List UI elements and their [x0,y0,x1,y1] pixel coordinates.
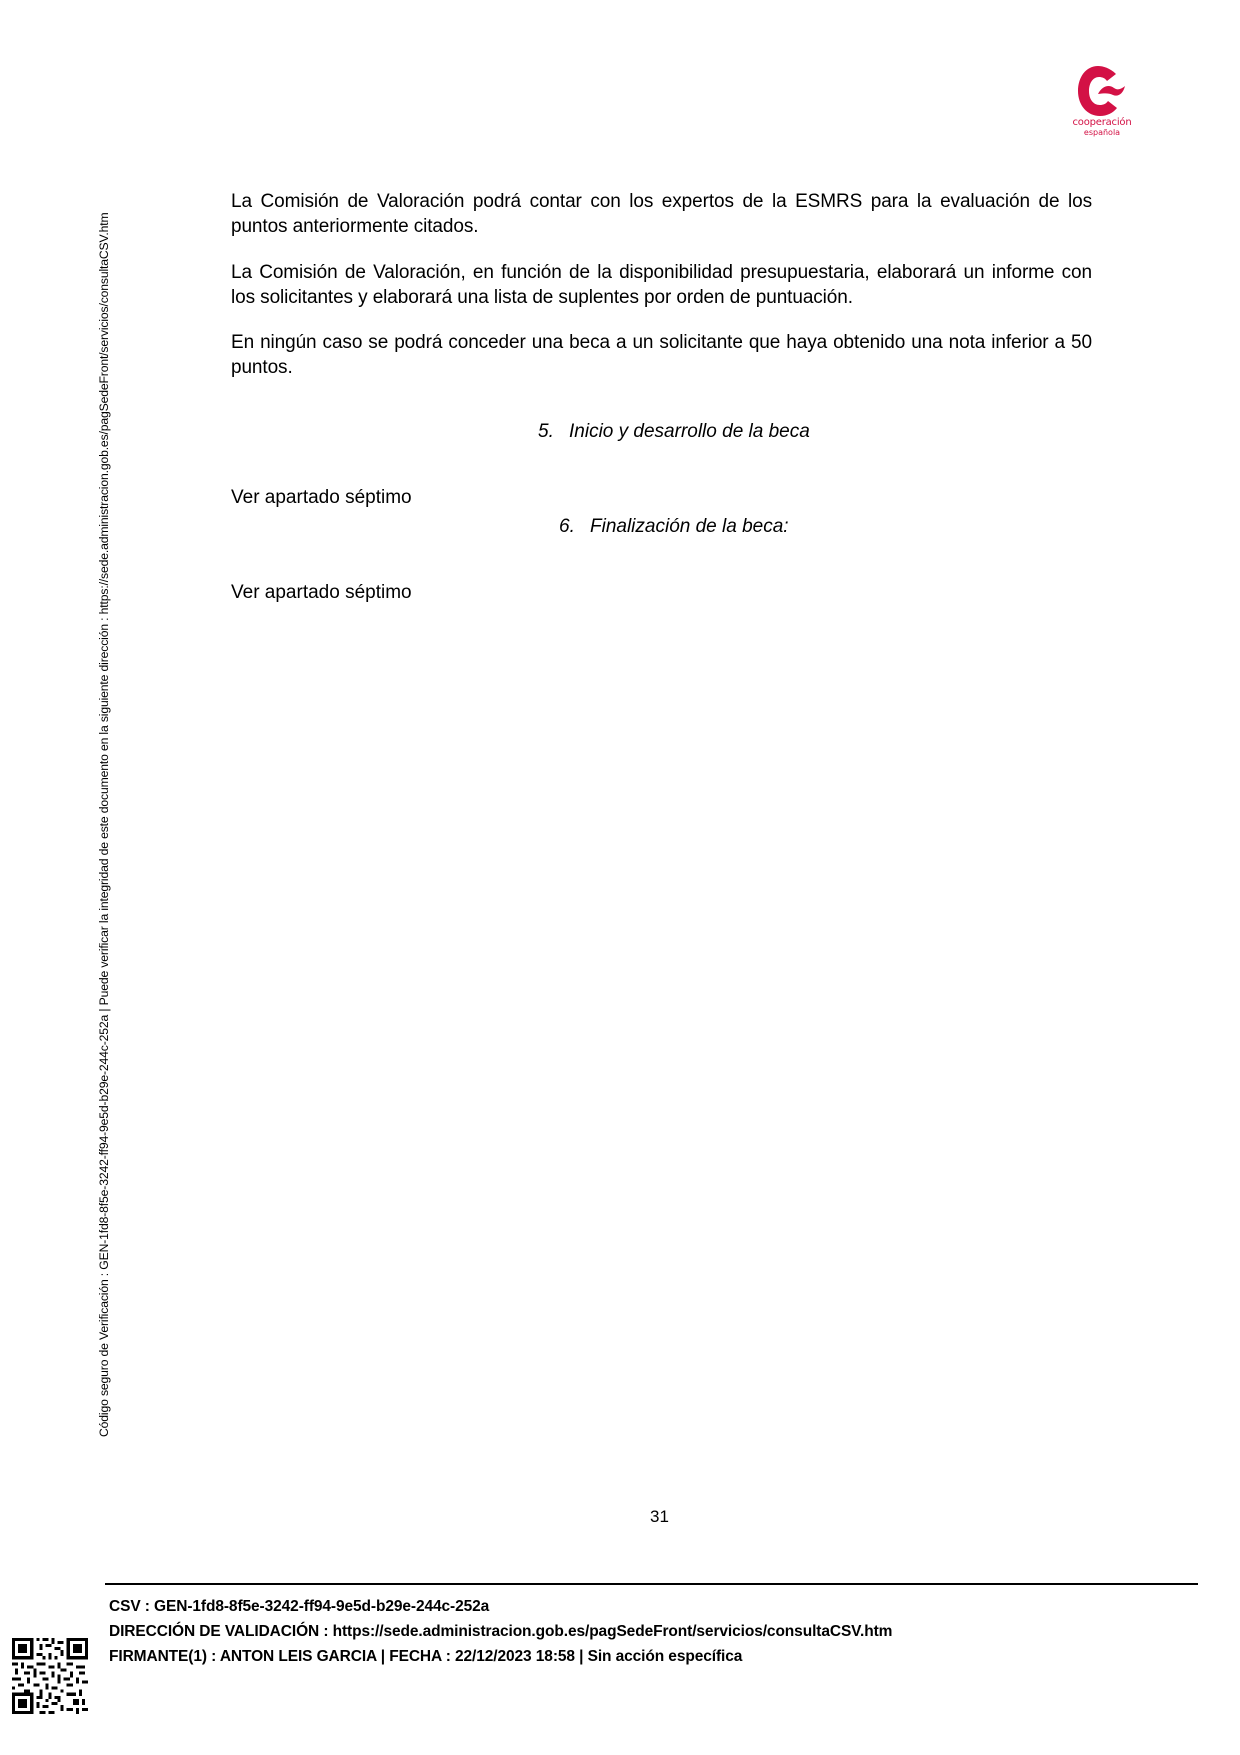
footer-signer: FIRMANTE(1) : ANTON LEIS GARCIA | FECHA : 22/12/2023 18:58 | Sin acción específica [109,1648,743,1665]
paragraph-3: En ningún caso se podrá conceder una beca a un solicitante que haya obtenido una nota inferior a 50 puntos. [231,332,1092,378]
signature-footer [109,1594,892,1669]
side-verification-text: Código seguro de Verificación : GEN-1fd8-8f5e-3242-ff94-9e5d-b29e-244c-252a | Puede verificar la integridad de este documento en la siguiente dirección : https://sede.administracion.gob.es/pagSedeFront/servicios/consultaCSV.htm [97,212,111,1437]
logo-line-1: cooperación [1072,117,1132,128]
section-heading-6 [231,514,1240,539]
logo-text [1052,118,1152,138]
paragraph-2: La Comisión de Valoración, en función de la disponibilidad presupuestaria, elaborará un informe con los solicitantes y elaborará una lista de suplentes por orden de puntuación. [231,262,1092,308]
section-heading-5 [231,419,1240,444]
section-number: 5. [538,421,554,442]
cooperacion-espanola-logo [1052,64,1152,154]
section-title: Inicio y desarrollo de la beca [569,421,810,442]
section-number: 6. [559,516,575,537]
page-number: 31 [650,1507,669,1526]
footer-divider [105,1583,1198,1585]
footer-csv: CSV : GEN-1fd8-8f5e-3242-ff94-9e5d-b29e-244c-252a [109,1598,490,1615]
cooperacion-logo-icon [1076,64,1128,118]
qr-code-icon [12,1638,88,1714]
section-6-content: Ver apartado séptimo [231,582,412,603]
section-5-content: Ver apartado séptimo [231,487,412,508]
paragraph-1: La Comisión de Valoración podrá contar con los expertos de la ESMRS para la evaluación de los puntos anteriormente citados. [231,191,1092,237]
logo-line-2: española [1083,128,1121,137]
footer-validation-url: DIRECCIÓN DE VALIDACIÓN : https://sede.administracion.gob.es/pagSedeFront/servicios/consultaCSV.htm [109,1623,893,1640]
section-title: Finalización de la beca: [590,516,789,537]
